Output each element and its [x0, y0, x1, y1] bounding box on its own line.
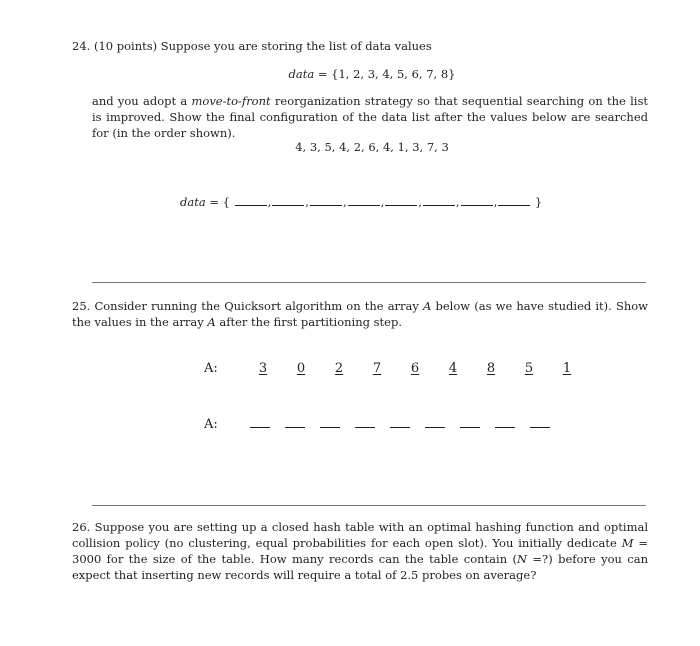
q24-body-part1: and you adopt a: [92, 94, 192, 108]
q25-answer-label: A:: [204, 417, 218, 432]
q25-answer-blank[interactable]: [355, 417, 375, 428]
q24-answer-comma: ,: [267, 195, 272, 209]
q24-answer-comma: ,: [342, 195, 347, 209]
q25-array-value: 8: [486, 361, 496, 376]
q25-answer-blank[interactable]: [460, 417, 480, 428]
q24-answer-blank[interactable]: [310, 195, 342, 206]
q26-text-part1: Suppose you are setting up a closed hash table with an optimal hashing function and optimal collision policy (no clustering, equal probabilities for each open slot). You initially dedicate: [72, 520, 649, 550]
q24-data-rhs: = {1, 2, 3, 4, 5, 6, 7, 8}: [317, 67, 456, 81]
divider: [92, 282, 646, 283]
q26-text: [72, 519, 648, 583]
q25-array: [204, 361, 586, 376]
q25-array-value: 5: [524, 361, 534, 376]
q25-array-value: 7: [372, 361, 382, 376]
q24-number: 24.: [72, 39, 91, 53]
q25-text: [72, 298, 648, 330]
q24-body: [92, 93, 648, 141]
q24-answer-blank[interactable]: [385, 195, 417, 206]
q24-intro: Suppose you are storing the list of data values: [160, 39, 432, 53]
q25-answer-blank[interactable]: [285, 417, 305, 428]
q25-answer-blank[interactable]: [530, 417, 550, 428]
q25-answer-blank[interactable]: [250, 417, 270, 428]
q25-answer: [204, 417, 565, 432]
q26-text-part2: = 3000 for the size of the table. How many records can the table contain (: [72, 536, 649, 566]
q24-data-lhs: data: [288, 67, 315, 81]
q25-array-value: 0: [296, 361, 306, 376]
q24-points: (10 points): [93, 39, 158, 53]
q26-number: 26.: [72, 520, 91, 534]
q26-var-m: M: [621, 536, 634, 550]
q25-array-label: A:: [204, 361, 218, 376]
q25-var-a: A: [423, 299, 432, 313]
q24-answer-blank[interactable]: [498, 195, 530, 206]
q26-var-n: N: [516, 552, 528, 566]
q25-answer-blank[interactable]: [495, 417, 515, 428]
q25-array-value: 6: [410, 361, 420, 376]
q24-answer-blank[interactable]: [348, 195, 380, 206]
q25-text-part1: Consider running the Quicksort algorithm on the array: [94, 299, 424, 313]
q24-header: [72, 38, 652, 54]
divider: [92, 505, 646, 506]
q24-data-equation: [72, 66, 672, 82]
q25-array-value: 1: [562, 361, 572, 376]
q25-text-part2: below (as we have studied it). Show the values in the array: [72, 299, 648, 329]
q25-array-value: 4: [448, 361, 458, 376]
q25-answer-blank[interactable]: [425, 417, 445, 428]
q24-answer-blank[interactable]: [272, 195, 304, 206]
q24-body-emphasis: move-to-front: [191, 94, 271, 108]
q24-answer-line: [180, 194, 580, 210]
q25-var-a: A: [207, 315, 216, 329]
q24-answer-close: }: [534, 195, 543, 209]
q24-answer-open: = {: [209, 195, 230, 209]
q24-answer-comma: ,: [380, 195, 385, 209]
q24-search-sequence: 4, 3, 5, 4, 2, 6, 4, 1, 3, 7, 3: [295, 140, 449, 154]
q24-answer-comma: ,: [455, 195, 460, 209]
q25-text-part3: after the first partitioning step.: [215, 315, 402, 329]
q24-answer-blank[interactable]: [235, 195, 267, 206]
q25-array-value: 3: [258, 361, 268, 376]
q25-array-value: 2: [334, 361, 344, 376]
q24-body-part2: reorganization strategy so that sequential searching on the list is improved. Show the final configuration of the data list after the values below are searched for (in the order shown).: [92, 94, 648, 140]
q24-answer-comma: ,: [418, 195, 422, 209]
q24-answer-blank[interactable]: [461, 195, 493, 206]
q25-number: 25.: [72, 299, 91, 313]
q24-answer-blank[interactable]: [423, 195, 455, 206]
q26-text-part3: =?) before you can expect that inserting new records will require a total of 2.5 probes on average?: [72, 552, 648, 582]
q25-answer-blank[interactable]: [390, 417, 410, 428]
q24-answer-lhs: data: [180, 195, 206, 209]
q24-answer-comma: ,: [305, 195, 309, 209]
q25-answer-blank[interactable]: [320, 417, 340, 428]
q24-answer-comma: ,: [493, 195, 498, 209]
